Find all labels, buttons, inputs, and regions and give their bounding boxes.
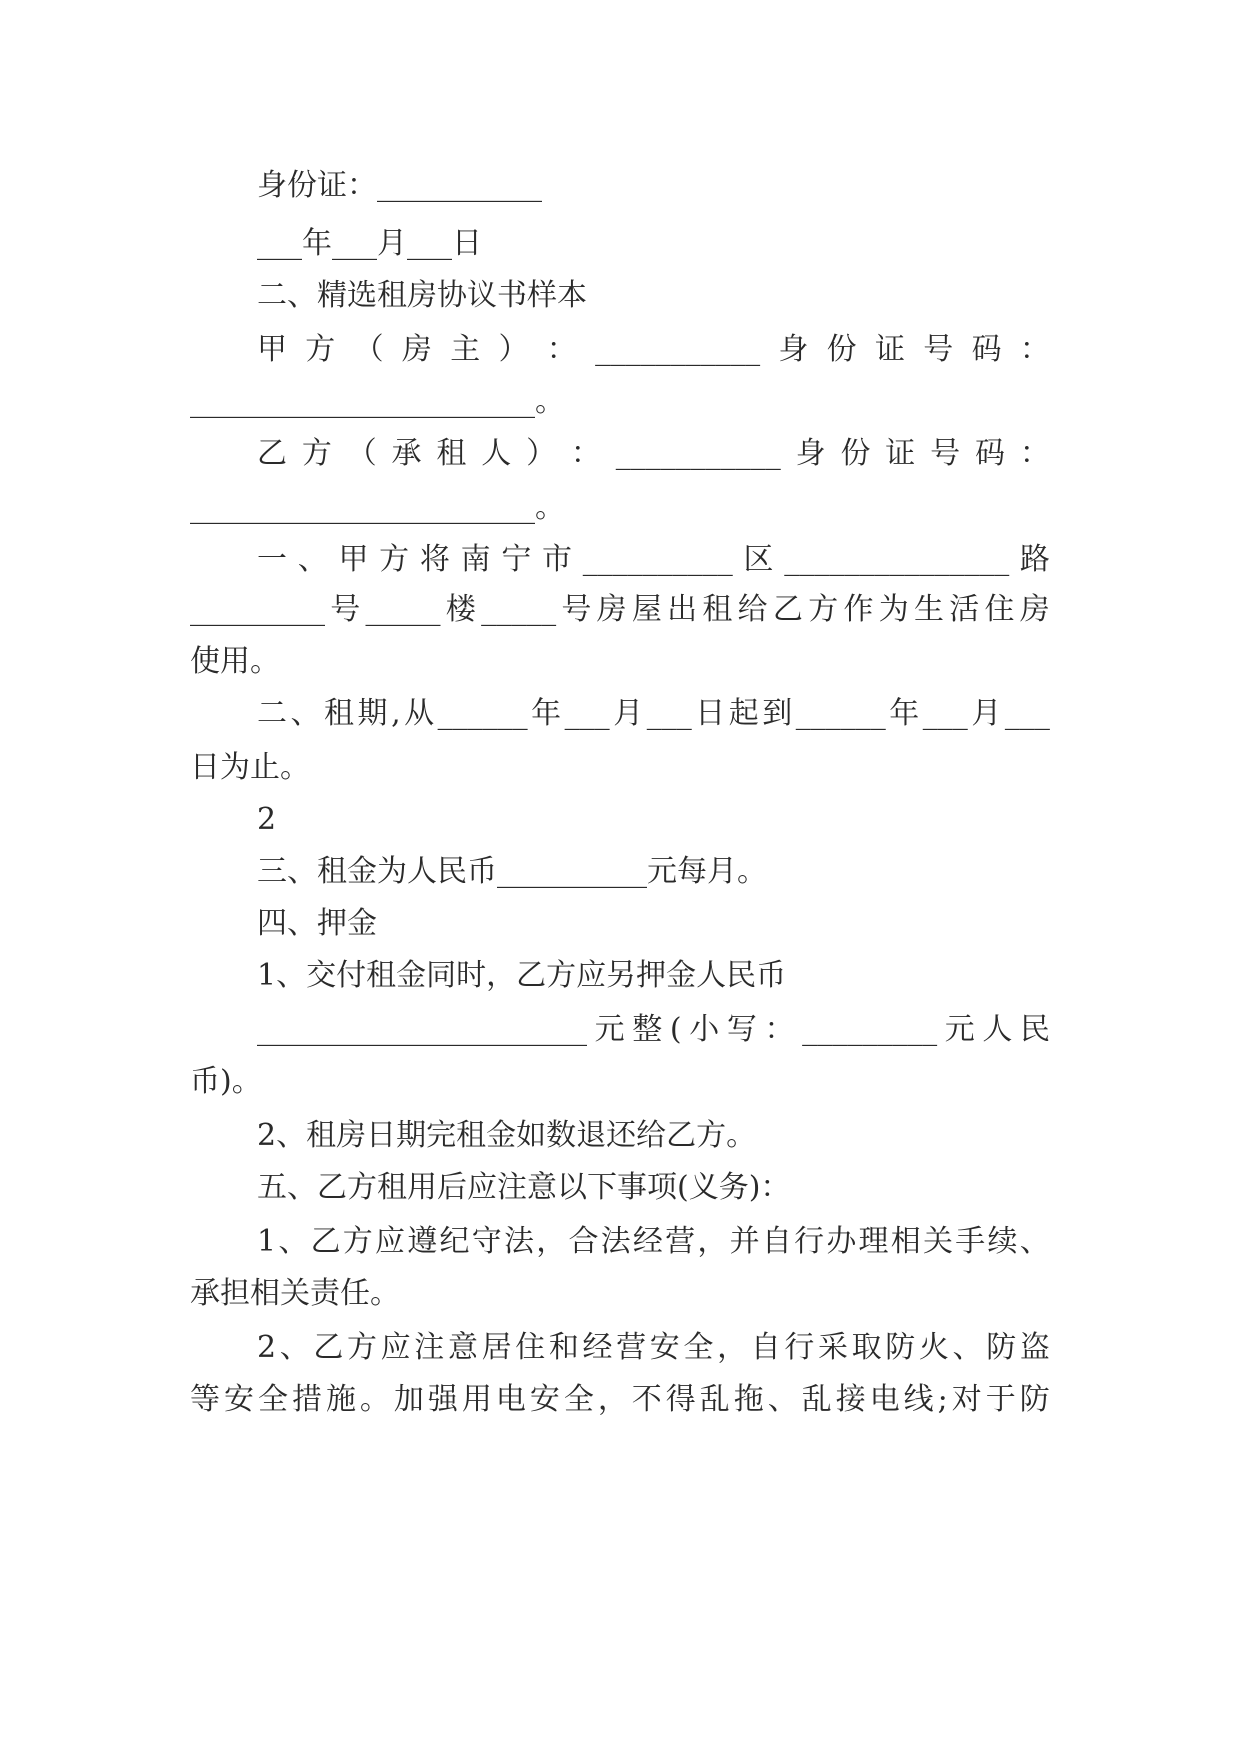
clause-2-line-1: 二 、 租 期 , 从 ______ 年 ___ 月 ___ 日 起 到 ______ 年 ___ 月 ___: [257, 696, 1050, 731]
clause-4-1-line-1: 1、交付租金同时，乙方应另押金人民币: [257, 958, 787, 993]
clause-4-1-line-2: ______________________ 元 整 ( 小 写 ： _________ 元 人 民: [257, 1012, 1050, 1047]
clause-5-heading: 五、乙方租用后应注意以下事项(义务)：: [257, 1170, 791, 1205]
clause-3-line: 三、租金为人民币__________元每月。: [257, 854, 767, 889]
clause-2-line-2: 日为止。: [190, 750, 310, 785]
party-b-line: 乙 方 （ 承 租 人 ） ： ___________ 身 份 证 号 码 ：: [257, 436, 1050, 471]
id-card-line: 身份证：___________: [257, 168, 542, 203]
clause-5-1-line-1: 1 、 乙 方 应 遵 纪 守 法 ， 合 法 经 营 ， 并 自 行 办 理 相 关 手 续 、: [257, 1224, 1050, 1259]
clause-4-2-line: 2、租房日期完租金如数退还给乙方。: [257, 1118, 757, 1153]
party-a-line: 甲 方 （ 房 主 ） ： ___________ 身 份 证 号 码 ：: [257, 332, 1050, 367]
date-line: ___年___月___日: [257, 226, 482, 261]
page-number: 2: [257, 802, 277, 837]
clause-5-1-line-2: 承担相关责任。: [190, 1276, 400, 1311]
clause-5-2-line-2: 等 安 全 措 施 。 加 强 用 电 安 全 ， 不 得 乱 拖 、 乱 接 电 线 ; 对 于 防: [190, 1382, 1050, 1417]
clause-4-heading: 四、押金: [257, 906, 377, 941]
party-b-id-line: _______________________。: [190, 490, 565, 525]
clause-1-line-2: _________ 号 _____ 楼 _____ 号 房 屋 出 租 给 乙 方 作 为 生 活 住 房: [190, 592, 1050, 627]
clause-5-2-line-1: 2 、 乙 方 应 注 意 居 住 和 经 营 安 全 ， 自 行 采 取 防 火 、 防 盗: [257, 1330, 1050, 1365]
clause-1-line-1: 一 、 甲 方 将 南 宁 市 __________ 区 _______________ 路: [257, 542, 1050, 577]
clause-4-1-line-3: 币)。: [190, 1064, 262, 1099]
party-a-id-line: _______________________。: [190, 384, 565, 419]
clause-1-line-3: 使用。: [190, 644, 280, 679]
section-heading: 二、精选租房协议书样本: [257, 278, 587, 313]
